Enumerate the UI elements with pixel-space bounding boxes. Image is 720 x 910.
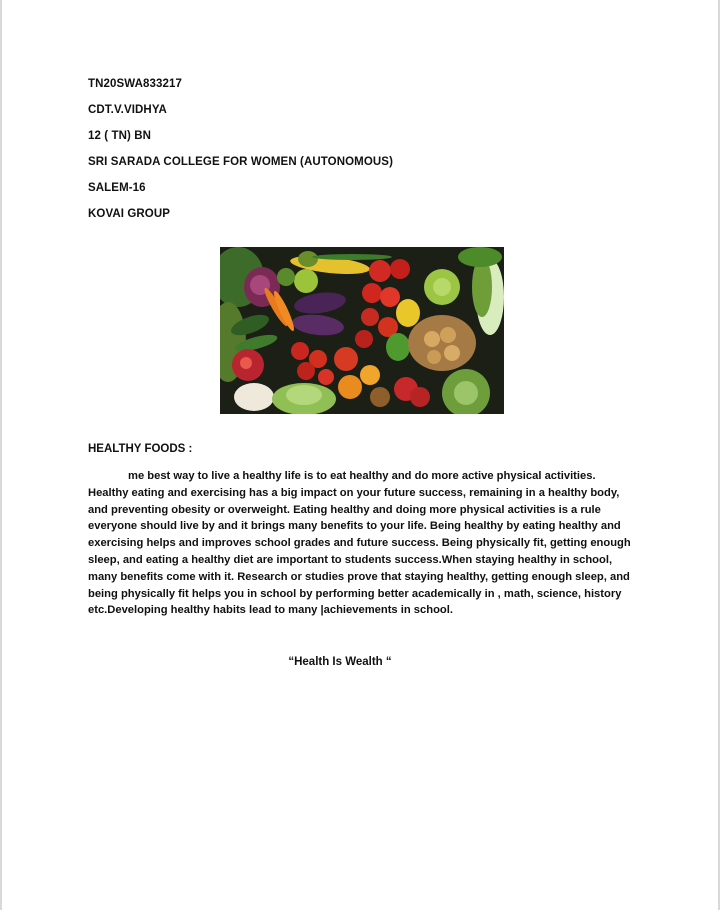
paragraph-line: everyone should live by and it brings many benefits to your life. Being healthy by eating healthy and (88, 520, 621, 533)
paragraph-line: etc.Developing healthy habits lead to many |achievements in school. (88, 604, 453, 617)
paragraph-line: Healthy eating and exercising has a big impact on your future success, remaining in a healthy body, (88, 486, 620, 499)
paragraph-line: many benefits come with it. Research or studies prove that staying healthy, getting enough sleep, and (88, 570, 630, 583)
group-name: KOVAI GROUP (88, 208, 171, 220)
paragraph-line: me best way to live a healthy life is to eat healthy and do more active physical activities. (128, 470, 596, 482)
paragraph-line: exercising helps and improves school grades and future success. Being physically fit, getting enough (88, 537, 631, 550)
paragraph-line: sleep, and eating a healthy diet are important to students success.When staying healthy in school, (88, 553, 613, 566)
college-name: SRI SARADA COLLEGE FOR WOMEN (AUTONOMOUS) (88, 156, 394, 168)
registration-number: TN20SWA833217 (88, 78, 182, 90)
section-title: HEALTHY FOODS : (88, 443, 193, 455)
vegetables-photo (220, 247, 504, 414)
paragraph-line: being physically fit helps you in school by performing better academically in , math, science, history (88, 587, 622, 600)
battalion: 12 ( TN) BN (88, 130, 152, 142)
closing-quote: “Health Is Wealth “ (288, 656, 392, 668)
body-paragraph (88, 468, 644, 619)
paragraph-line: and preventing obesity or overweight. Eating healthy and doing more physical activities is a rule (88, 503, 601, 516)
college-location: SALEM-16 (88, 182, 146, 194)
cadet-name: CDT.V.VIDHYA (88, 104, 167, 116)
